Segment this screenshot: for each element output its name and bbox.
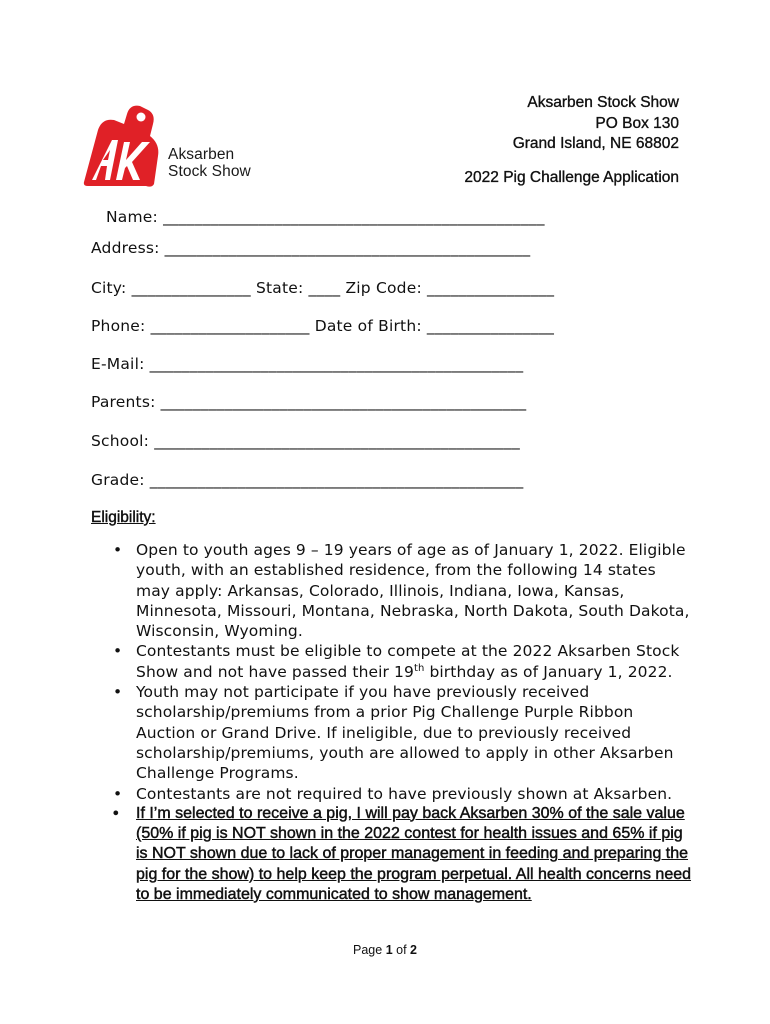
ear-tag-hole	[137, 113, 146, 122]
parents-field[interactable]: Parents: ______________________________________________	[91, 393, 527, 411]
org-address-block	[513, 93, 679, 155]
bullet-icon: •	[113, 683, 123, 702]
page-current: 1	[385, 943, 393, 957]
phone-dob-field[interactable]: Phone: ____________________ Date of Birth: ________________	[91, 317, 555, 335]
repayment-agreement-text: If I’m selected to receive a pig, I will pay back Aksarben 30% of the sale value (50% if pig is NOT shown in the 2022 contest for health issues and 65% if pig is NOT shown due to lack of proper management in feeding and preparing the pig for the show) to help keep the program perpetual. All health concerns need to be immediately communicated to show management.	[136, 804, 692, 904]
grade-field[interactable]: Grade: _______________________________________________	[91, 471, 524, 489]
eligibility-item	[91, 540, 691, 641]
eligibility-item-text: Open to youth ages 9 – 19 years of age as of January 1, 2022. Eligible youth, with an established residence, from the following 14 states may apply: Arkansas, Colorado, Illinois, Indiana, Iowa, Kansas, Minnesota, Missouri, Montana, Nebraska, North Dakota, South Dakota, Wisconsin, Wyoming.	[136, 541, 690, 641]
page-word: Page	[353, 943, 383, 957]
repayment-agreement-item	[91, 804, 691, 905]
eligibility-item	[91, 682, 691, 783]
org-name: Aksarben Stock Show	[527, 94, 679, 111]
bullet-icon: •	[113, 784, 123, 803]
bullet-icon: •	[113, 804, 119, 822]
eligibility-item-text: Contestants are not required to have previously shown at Aksarben.	[136, 784, 673, 803]
eligibility-item	[91, 784, 691, 804]
of-word: of	[396, 943, 407, 957]
page-footer	[0, 943, 770, 957]
eligibility-heading: Eligibility:	[91, 509, 156, 526]
eligibility-item	[91, 641, 691, 682]
logo-wordmark	[168, 146, 251, 180]
page-total: 2	[410, 943, 417, 957]
name-field[interactable]: Name: ________________________________________________	[106, 208, 545, 226]
eligibility-item-text: Contestants must be eligible to compete at the 2022 Aksarben Stock Show and not have passed their 19	[136, 642, 680, 681]
email-field[interactable]: E-Mail: _______________________________________________	[91, 355, 524, 373]
ordinal-suffix: th	[413, 662, 425, 674]
org-city-line: Grand Island, NE 68802	[512, 135, 679, 152]
eligibility-item-text-end: birthday as of January 1, 2022.	[424, 662, 673, 681]
bullet-icon: •	[113, 541, 123, 559]
city-state-zip-field[interactable]: City: _______________ State: ____ Zip Code: ________________	[91, 279, 555, 297]
application-title: 2022 Pig Challenge Application	[464, 169, 679, 186]
logo-line-2: Stock Show	[168, 163, 251, 180]
bullet-icon: •	[113, 642, 123, 661]
eligibility-item-text: Youth may not participate if you have previously received scholarship/premiums from a prior Pig Challenge Purple Ribbon Auction or Grand Drive. If ineligible, due to previously received scholarship/premiums, youth are allowed to apply in other Aksarben Challenge Programs.	[136, 683, 674, 783]
school-field[interactable]: School: ______________________________________________	[91, 432, 520, 450]
org-po-box: PO Box 130	[595, 114, 679, 132]
address-field[interactable]: Address: ______________________________________________	[91, 239, 531, 257]
eligibility-list	[91, 540, 691, 905]
logo-line-1: Aksarben	[168, 146, 235, 163]
